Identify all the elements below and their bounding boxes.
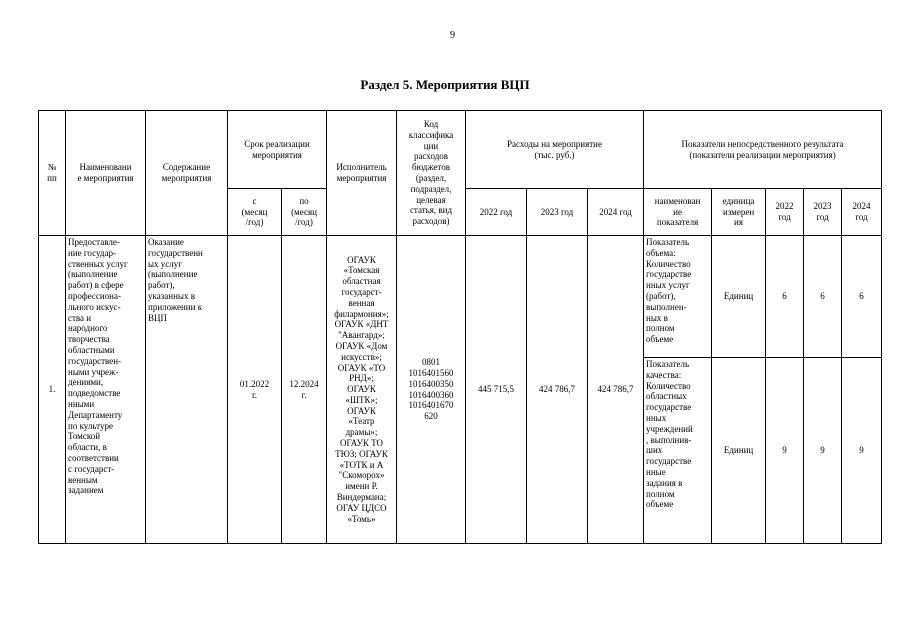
header-2023: 2023 год bbox=[527, 189, 588, 236]
indicator-value-2024: 6 bbox=[842, 236, 882, 358]
header-num: № пп bbox=[39, 111, 66, 236]
header-period-from: с (месяц /год) bbox=[228, 189, 282, 236]
row-expense-2023: 424 786,7 bbox=[527, 236, 588, 544]
indicator-name: Показатель качества: Количество областных государстве нных учреждений , выполнив- ших государстве нные задания в полном объеме bbox=[644, 358, 712, 544]
section-title: Раздел 5. Мероприятия ВЦП bbox=[360, 77, 530, 92]
row-expense-2024: 424 786,7 bbox=[588, 236, 644, 544]
indicator-value-2023: 9 bbox=[804, 358, 842, 544]
header-2024: 2024 год bbox=[588, 189, 644, 236]
row-period-to: 12.2024 г. bbox=[282, 236, 327, 544]
indicator-value-2024: 9 bbox=[842, 358, 882, 544]
indicator-unit: Единиц bbox=[712, 236, 766, 358]
header-indicator-2023: 2023 год bbox=[804, 189, 842, 236]
header-indicator-name: наименован ие показателя bbox=[644, 189, 712, 236]
header-indicators: Показатели непосредственного результата (показатели реализации мероприятия) bbox=[644, 111, 882, 189]
header-code: Код классифика ции расходов бюджетов (раздел, подраздел, целевая статья, вид расходов) bbox=[397, 111, 466, 236]
row-expense-2022: 445 715,5 bbox=[466, 236, 527, 544]
measures-table bbox=[38, 110, 882, 544]
header-period-to: по (месяц /год) bbox=[282, 189, 327, 236]
indicator-value-2023: 6 bbox=[804, 236, 842, 358]
row-num: 1. bbox=[39, 236, 66, 544]
row-executor: ОГАУК «Томская областная государст- венная филармония»; ОГАУК «ДНТ "Авангард»; ОГАУК «Дом искусств»; ОГАУК «ТО РНД»; ОГАУК «ШТК»; ОГАУК «Театр драмы»; ОГАУК ТО ТЮЗ; ОГАУК «ТОТК и А "Скоморох» имени Р. Виндермана; ОГАУ ЦДСО «Томь» bbox=[327, 236, 397, 544]
header-name: Наименовани е мероприятия bbox=[66, 111, 146, 236]
header-content: Содержание мероприятия bbox=[146, 111, 228, 236]
indicator-value-2022: 6 bbox=[766, 236, 804, 358]
header-2022: 2022 год bbox=[466, 189, 527, 236]
page-number: 9 bbox=[450, 30, 455, 41]
indicator-name: Показатель объема: Количество государстве нных услуг (работ), выполнен- ных в полном объеме bbox=[644, 236, 712, 358]
header-indicator-2022: 2022 год bbox=[766, 189, 804, 236]
header-indicator-unit: единица измерен ия bbox=[712, 189, 766, 236]
header-expenses: Расходы на мероприятие (тыс. руб.) bbox=[466, 111, 644, 189]
header-indicator-2024: 2024 год bbox=[842, 189, 882, 236]
header-period: Срок реализации мероприятия bbox=[228, 111, 327, 189]
indicator-value-2022: 9 bbox=[766, 358, 804, 544]
header-row-1 bbox=[39, 111, 882, 189]
row-content: Оказание государственн ых услуг (выполнение работ), указанных в приложении к ВЦП bbox=[146, 236, 228, 544]
table-row bbox=[39, 236, 882, 358]
row-name: Предоставле- ние государ- ственных услуг (выполнение работ) в сфере профессиона- льного искус- ства и народного творчества областными государствен- ными учреж- дениями, подведомстве нными Департаменту по культуре Томской области, в соответствии с государст- венным заданием bbox=[66, 236, 146, 544]
indicator-unit: Единиц bbox=[712, 358, 766, 544]
row-period-from: 01.2022 г. bbox=[228, 236, 282, 544]
header-executor: Исполнитель мероприятия bbox=[327, 111, 397, 236]
row-code: 0801 1016401560 1016400350 1016400360 1016401670 620 bbox=[397, 236, 466, 544]
